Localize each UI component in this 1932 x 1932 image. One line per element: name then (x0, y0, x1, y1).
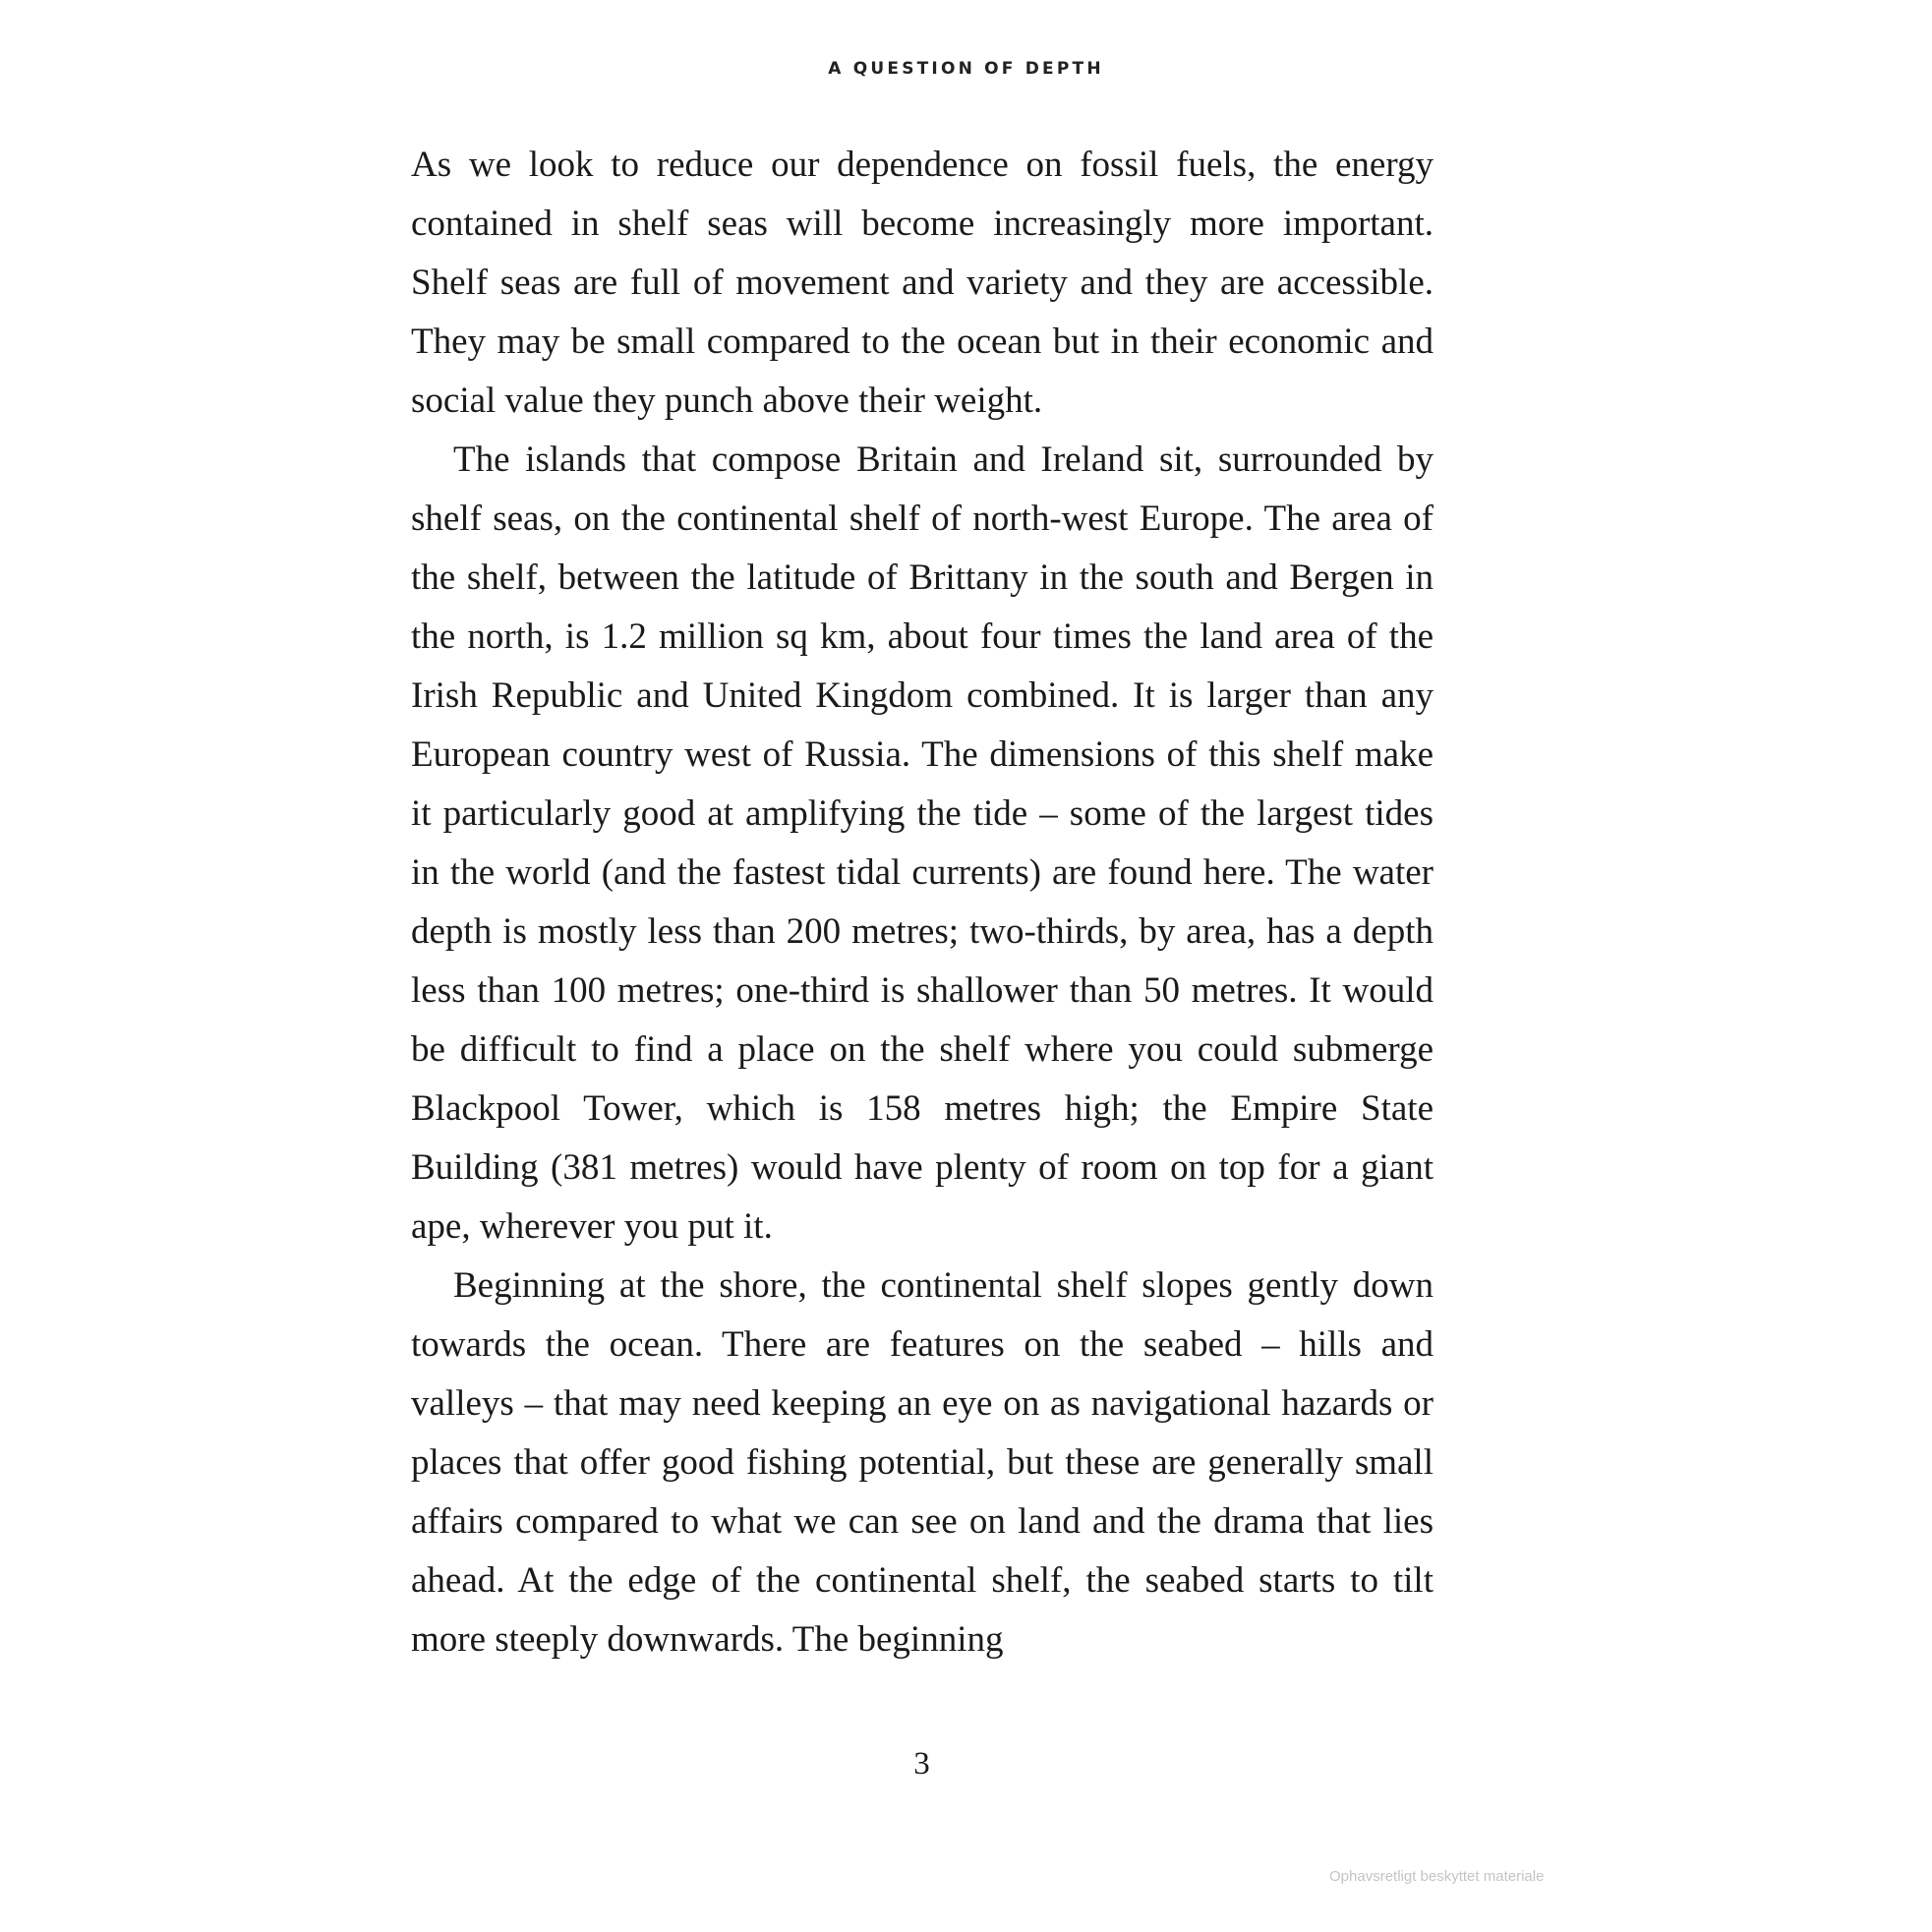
paragraph-1: As we look to reduce our dependence on fossil fuels, the energy contained in shelf seas will become increasingly more important. Shelf seas are full of movement and variety and they are accessible. They may be small compared to the ocean but in their economic and social value they punch above their weight. (411, 145, 1434, 421)
paragraph-2: The islands that compose Britain and Ireland sit, surrounded by shelf seas, on the continental shelf of north-west Europe. The area of the shelf, between the latitude of Brittany in the south and Bergen in the north, is 1.2 million sq km, about four times the land area of the Irish Republic and United Kingdom combined. It is larger than any European country west of Russia. The dimensions of this shelf make it particularly good at amplifying the tide – some of the largest tides in the world (and the fastest tidal currents) are found here. The water depth is mostly less than 200 metres; two-thirds, by area, has a depth less than 100 metres; one-third is shallower than 50 metres. It would be difficult to find a place on the shelf where you could submerge Blackpool Tower, which is 158 metres high; the Empire State Building (381 metres) would have plenty of room on top for a giant ape, wherever you put it. (411, 439, 1434, 1247)
copyright-watermark: Ophavsretligt beskyttet materiale (1329, 1868, 1545, 1885)
paragraph-3: Beginning at the shore, the continental shelf slopes gently down towards the ocean. There are features on the seabed – hills and valleys – that may need keeping an eye on as navigational hazards or places that offer good fishing potential, but these are generally small affairs compared to what we can see on land and the drama that lies ahead. At the edge of the continental shelf, the seabed starts to tilt more steeply downwards. The beginning (411, 1265, 1434, 1660)
body-text (411, 136, 1434, 1669)
running-header-title: A QUESTION OF DEPTH (828, 59, 1104, 79)
page-number: 3 (913, 1746, 930, 1782)
